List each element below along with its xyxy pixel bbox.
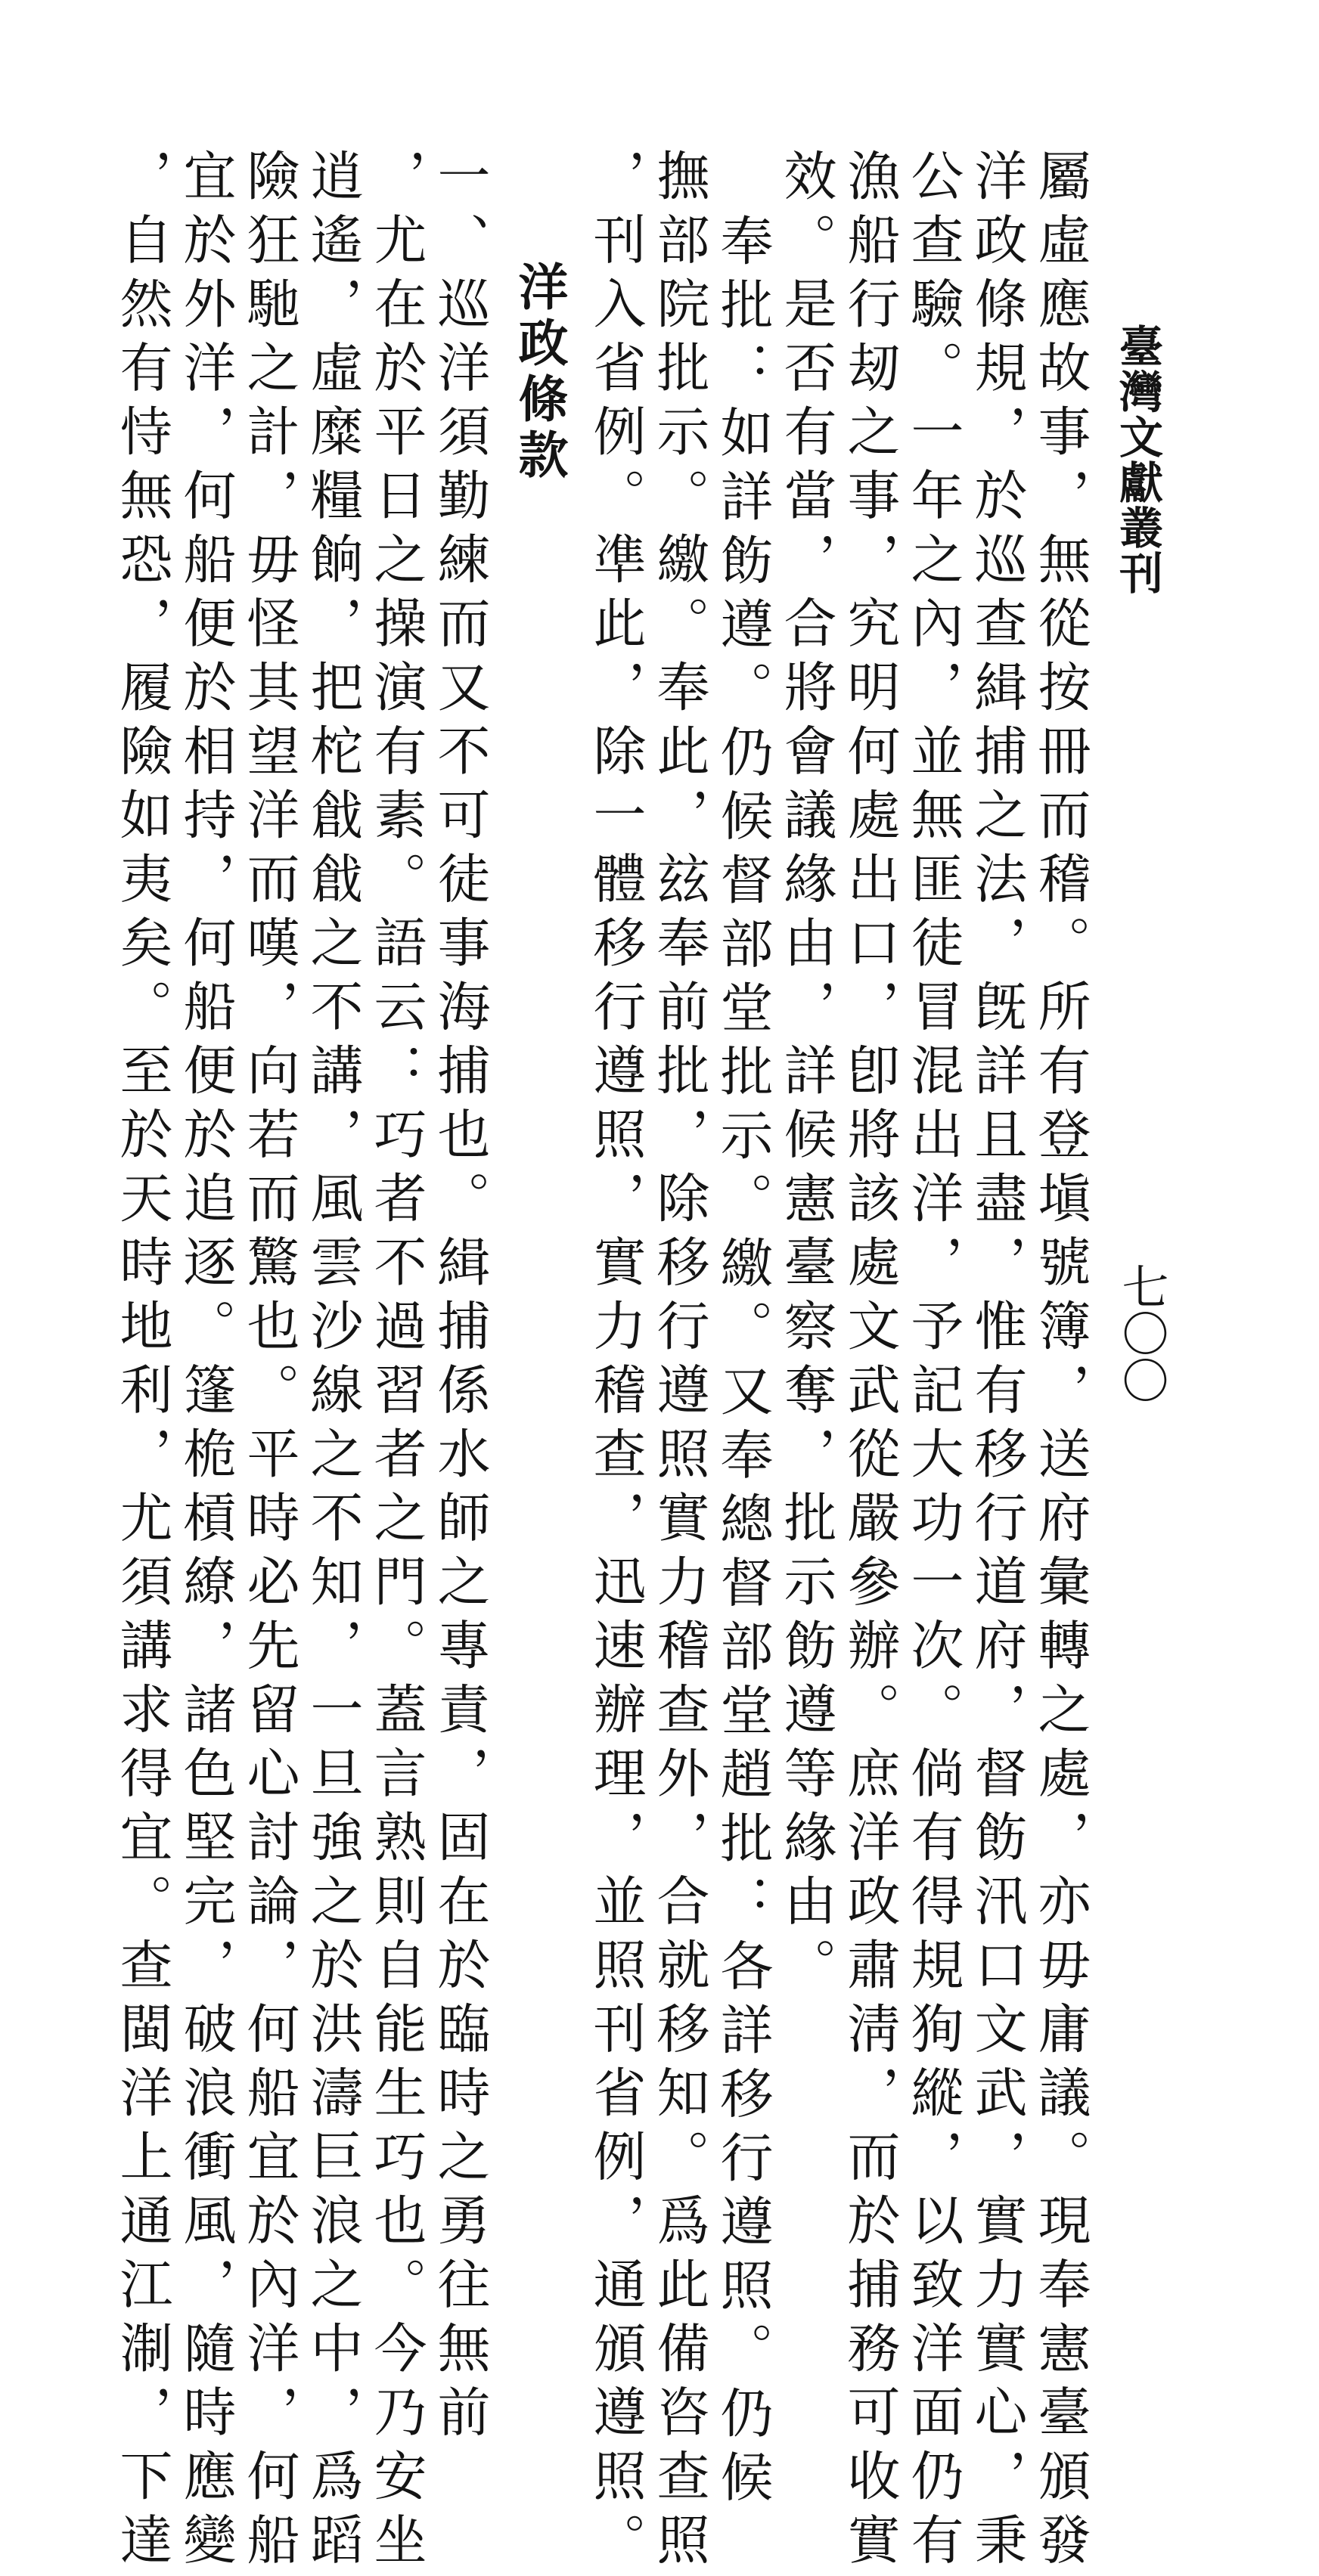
section-heading: 洋政條款 xyxy=(510,261,569,485)
text-column: 洋政條規，於巡查緝捕之法，旣詳且盡，惟有移行道府，督飭汛口文武，實力實心，秉 xyxy=(966,148,1028,2576)
text-column: 效。是否有當，合將會議緣由，詳候憲臺察奪，批示飭遵等緣由。 xyxy=(775,148,837,2001)
running-header-title: 臺灣文獻叢刊 xyxy=(1112,324,1163,596)
text-column: ，刊入省例。凖此，除一體移行遵照，實力稽查，迅速辦理，並照刊省例，通頒遵照。 xyxy=(585,148,647,2576)
text-column: 險狂馳之計，毋怪其望洋而嘆，向若而驚也。平時必先留心討論，何船宜於內洋，何船 xyxy=(238,148,300,2576)
text-column: 宜於外洋，何船便於相持，何船便於追逐。篷桅槓繚，諸色堅完，破浪衝風，隨時應變 xyxy=(175,148,237,2576)
text-column: ，尤在於平日之操演有素。語云：巧者不過習者之門。蓋言熟則自能生巧也。今乃安坐 xyxy=(365,148,427,2576)
text-column: 逍遙，虛糜糧餉，把柁戧戧之不講，風雲沙線之不知，一旦強之於洪濤巨浪之中，爲蹈 xyxy=(302,148,364,2576)
text-column: ，自然有恃無恐，履險如夷矣。至於天時地利，尤須講求得宜。查閩洋上通江淛，下達 xyxy=(111,148,173,2576)
text-column: 撫部院批示。繳。奉此，玆奉前批，除移行遵照實力稽查外，合就移知。爲此備咨查照 xyxy=(648,148,710,2576)
page-number: 七〇〇 xyxy=(1114,1263,1169,1403)
text-column: 公查驗。一年之內，並無匪徒冒混出洋，予記大功一次。倘有得規狥縱，以致洋面仍有 xyxy=(902,148,964,2576)
text-column: 屬虛應故事，無從按冊而稽。所有登塡號簿，送府彙轉之處，亦毋庸議。現奉憲臺頒發 xyxy=(1029,148,1091,2576)
text-column: 奉批：如詳飭遵。仍候督部堂批示。繳。又奉總督部堂趙批：各詳移行遵照。仍候 xyxy=(712,213,774,2513)
text-column: 漁船行刼之事，究明何處出口，卽將該處文武從嚴參辦。庶洋政肅淸，而於捕務可收實 xyxy=(839,148,901,2576)
text-column: 一、巡洋須勤練而又不可徒事海捕也。緝捕係水師之專責，固在於臨時之勇往無前 xyxy=(429,148,491,2448)
